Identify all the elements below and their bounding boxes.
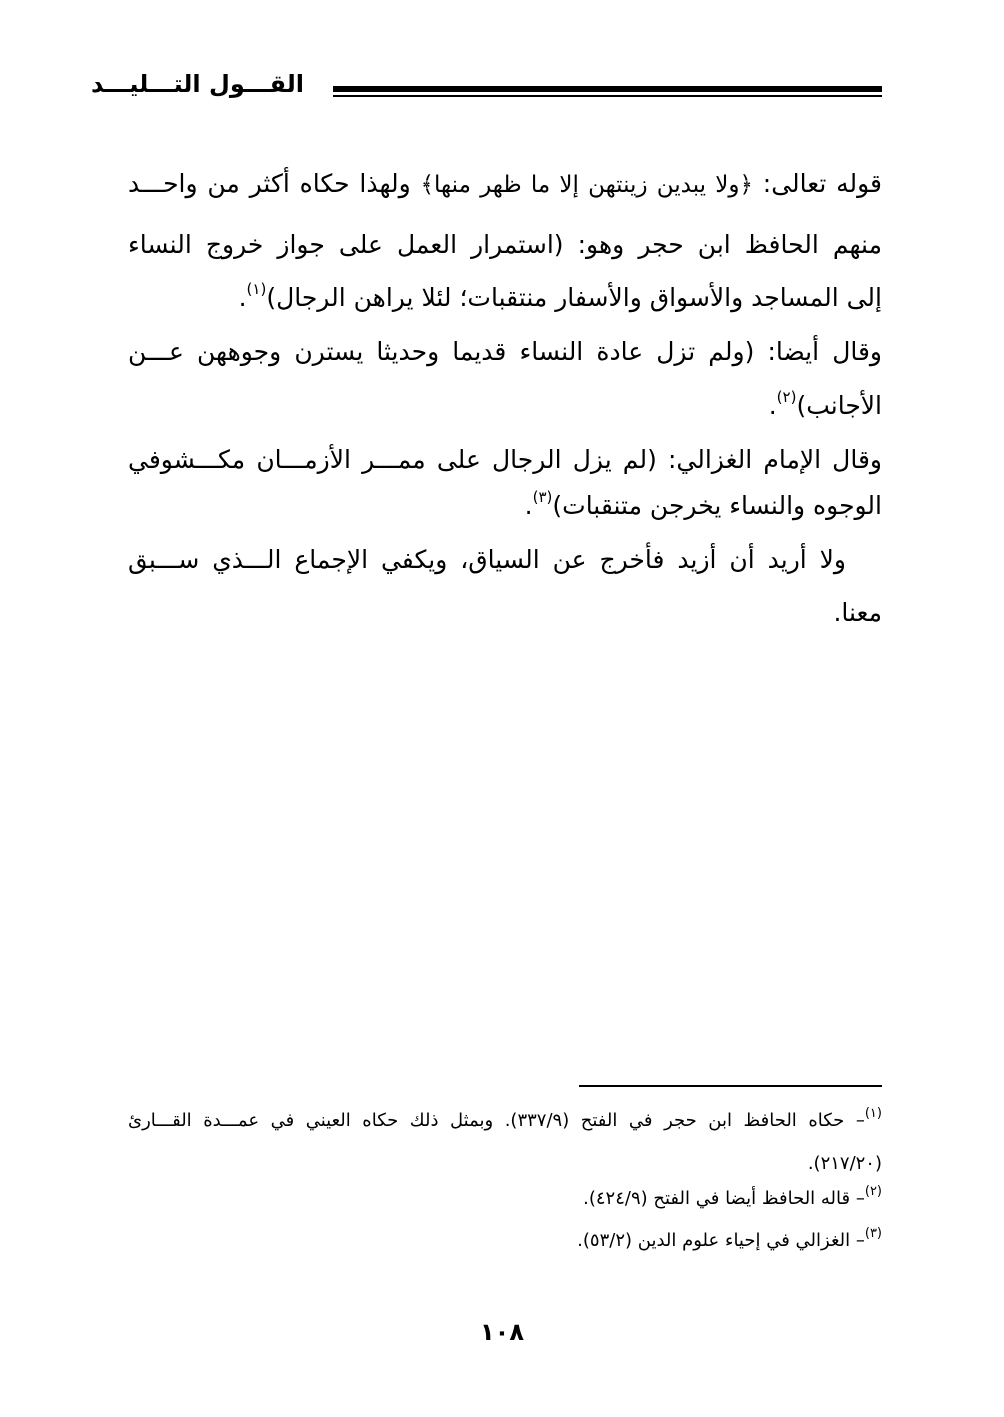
footnote-ref-2: (٢) <box>776 388 797 406</box>
body-line-5-end: . <box>768 391 777 420</box>
footnote-3-text: – الغزالي في إحياء علوم الدين (٥٣/٢). <box>577 1230 865 1251</box>
body-line-8-text: ولا أريد أن أزيد فأخرج عن السياق، ويكفي الإجماع الـــذي ســـبق <box>128 545 846 574</box>
footnote-separator <box>579 1085 882 1087</box>
body-line-7-end: . <box>524 491 533 520</box>
footnote-1-text: – حكاه الحافظ ابن حجر في الفتح (٣٣٧/٩). وبمثل ذلك حكاه العيني في عمـــدة القـــارئ <box>128 1110 865 1131</box>
body-line-1-before: قوله تعالى: <box>752 169 883 198</box>
body-line-7 <box>128 486 882 526</box>
body-line-3-text: إلى المساجد والأسواق والأسفار منتقبات؛ لئلا يراهن الرجال) <box>266 283 882 312</box>
body-line-8 <box>128 540 882 580</box>
body-line-5 <box>128 386 882 426</box>
body-line-3 <box>128 278 882 318</box>
body-line-1-after: ولهذا حكاه أكثر من واحـــد <box>128 169 421 198</box>
header-rule-thick <box>333 86 882 92</box>
header-rule-thin <box>333 95 882 97</box>
body-line-7-text: الوجوه والنساء يخرجن متنقبات) <box>552 491 882 520</box>
body-line-3-end: . <box>238 283 247 312</box>
footnote-1-line-2: (٢١٧/٢٠). <box>807 1153 882 1174</box>
body-line-6: وقال الإمام الغزالي: (لم يزل الرجال على ممـــر الأزمـــان مكـــشوفي <box>128 445 882 474</box>
footnote-3 <box>128 1226 882 1256</box>
footnote-1-mark: (١) <box>864 1106 882 1121</box>
footnote-2 <box>128 1184 882 1214</box>
body-line-2: منهم الحافظ ابن حجر وهو: (استمرار العمل على جواز خروج النساء <box>128 230 882 259</box>
running-header-title: القـــول التـــليـــد <box>90 70 304 98</box>
page-number: ١٠٨ <box>480 1318 524 1346</box>
body-line-5-text: الأجانب) <box>796 391 882 420</box>
quran-verse: ﴿ولا يبدين زينتهن إلا ما ظهر منها﴾ <box>420 172 753 198</box>
body-line-4: وقال أيضا: (ولم تزل عادة النساء قديما وحديثا يسترن وجوههن عـــن <box>128 337 882 366</box>
footnote-2-text: – قاله الحافظ أيضا في الفتح (٤٢٤/٩). <box>583 1188 865 1209</box>
body-line-1 <box>128 164 882 205</box>
footnote-3-mark: (٣) <box>864 1226 882 1241</box>
footnote-ref-1: (١) <box>246 280 267 298</box>
body-line-9: معنا. <box>833 598 882 627</box>
footnote-1-line-1 <box>128 1106 882 1136</box>
footnote-ref-3: (٣) <box>532 488 553 506</box>
header-double-rule <box>333 86 882 98</box>
footnote-2-mark: (٢) <box>864 1184 882 1199</box>
